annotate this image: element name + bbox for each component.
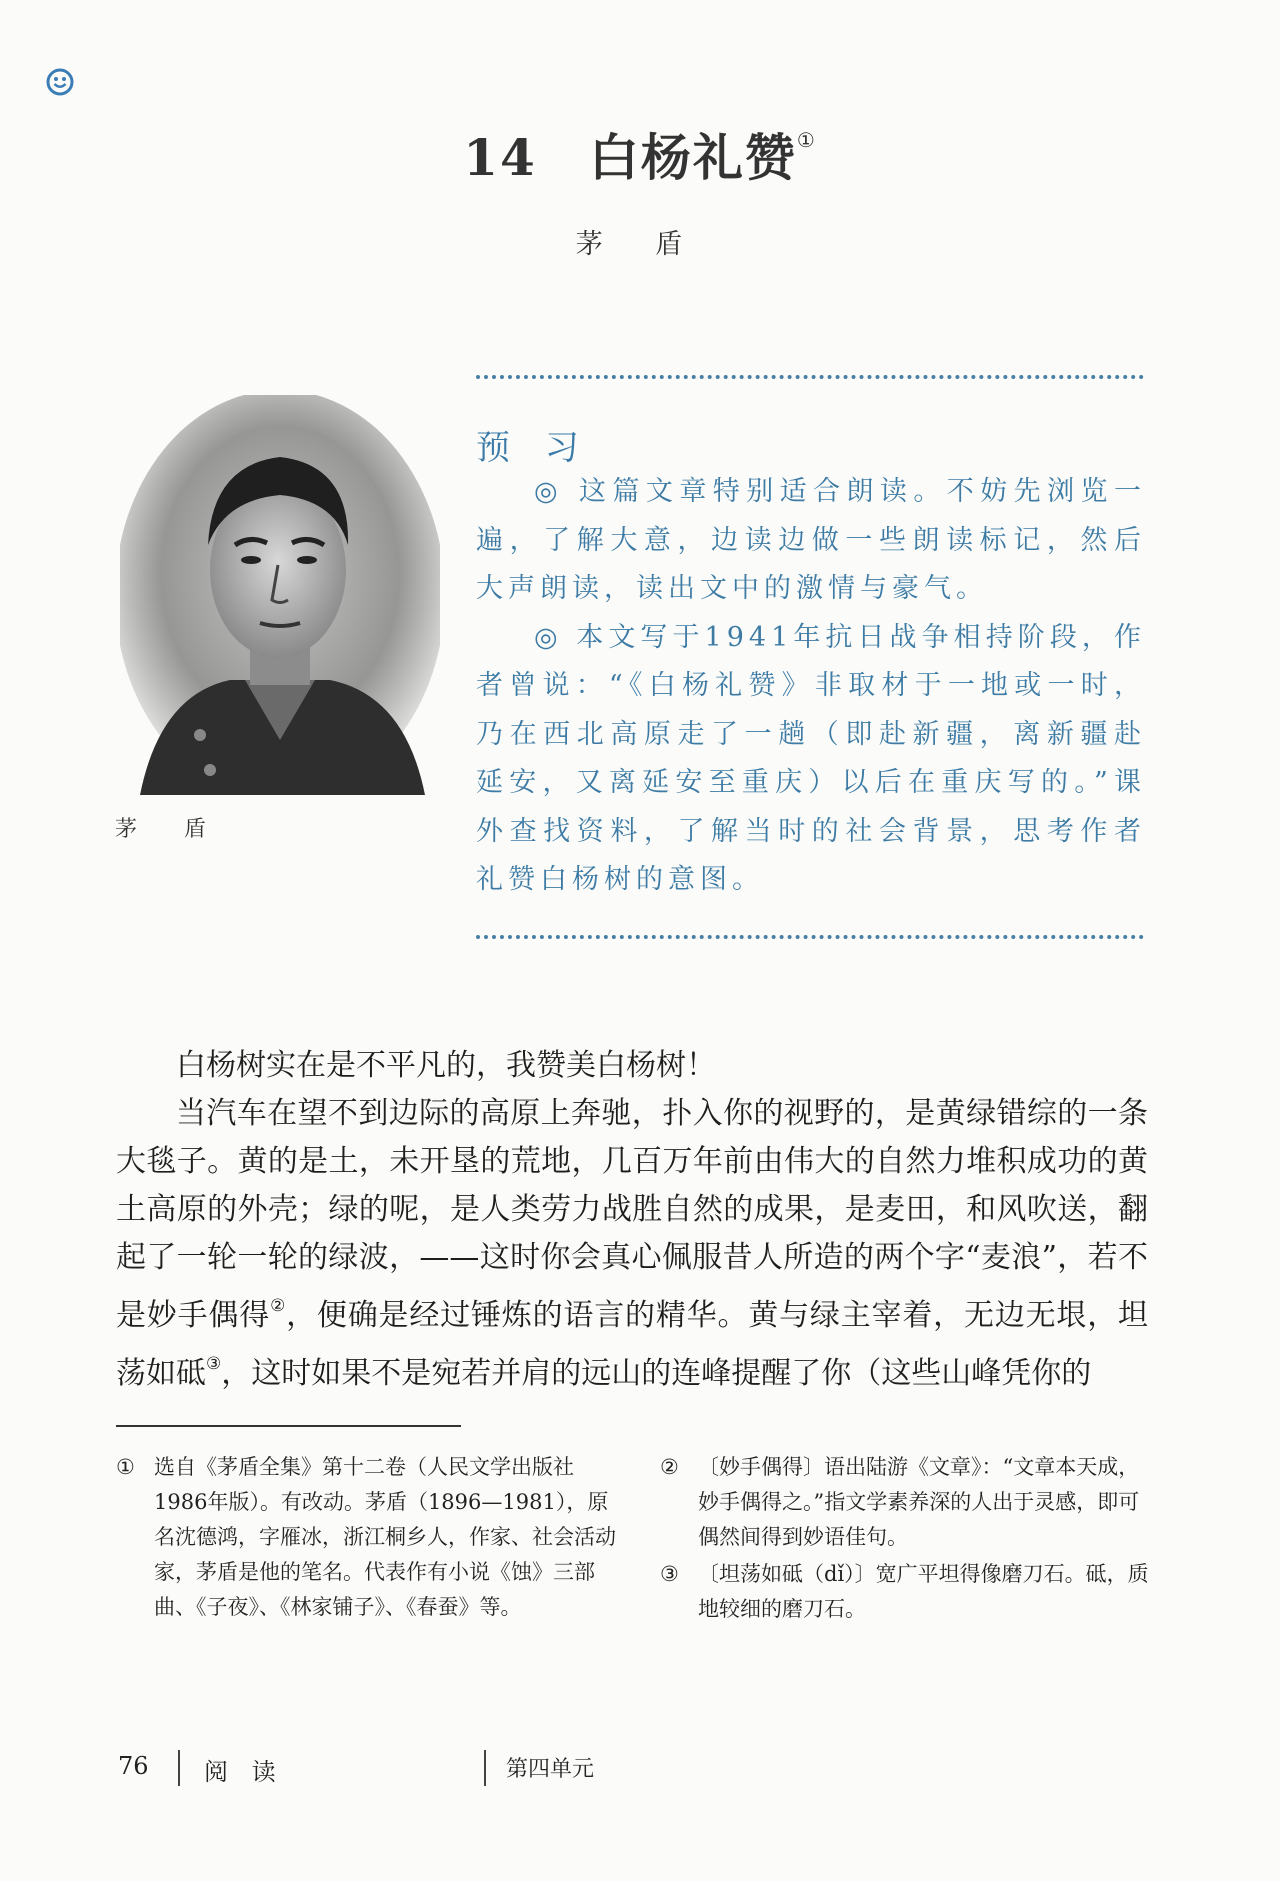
footnote-text: 〔妙手偶得〕语出陆游《文章》：“文章本天成，妙手偶得之。”指文学素养深的人出于灵感，即可偶然间得到妙语佳句。: [698, 1455, 1140, 1549]
footnote-mark: ②: [660, 1455, 679, 1479]
portrait-caption: 茅 盾: [115, 817, 226, 842]
lesson-title-text: 白杨礼赞: [588, 128, 797, 187]
footnote-text: 选自《茅盾全集》第十二卷（人民文学出版社1986年版）。有改动。茅盾（1896—1981），原名沈德鸿，字雁冰，浙江桐乡人，作家、社会活动家，茅盾是他的笔名。代表作有小说《蚀》三部曲、《子夜》、《林家铺子》、《春蚕》等。: [154, 1455, 616, 1619]
footnote-ref-3[interactable]: ③: [206, 1354, 222, 1374]
lesson-title: [0, 118, 1280, 190]
body-text-segment: 当汽车在望不到边际的高原上奔驰，扑入你的视野的，是黄绿错综的一条大毯子。黄的是土，未开垦的荒地，几百万年前由伟大的自然力堆积成功的黄土高原的外壳；绿的呢，是人类劳力战胜自然的成果，是麦田，和风吹送，翻起了一轮一轮的绿波，——这时你会真心佩服昔人所造的两个字“麦浪”，若不是妙手偶得: [116, 1096, 1148, 1333]
author-name: 茅 盾: [575, 229, 705, 260]
footnote-1: [116, 1450, 616, 1625]
preview-top-divider: [476, 375, 1144, 379]
folio-section: 阅 读: [204, 1758, 284, 1786]
footnote-mark: ③: [660, 1562, 679, 1586]
folio-unit: 第四单元: [506, 1757, 595, 1782]
footnote-divider: [116, 1425, 461, 1427]
body-paragraph-1: 白杨树实在是不平凡的，我赞美白杨树！: [176, 1048, 716, 1083]
title-footnote-mark[interactable]: ①: [796, 128, 817, 152]
body-paragraph-2: [116, 1090, 1148, 1398]
footnote-mark: ①: [116, 1455, 135, 1479]
body-text-segment: ，这时如果不是宛若并肩的远山的连峰提醒了你（这些山峰凭你的: [221, 1356, 1092, 1391]
preview-bottom-divider: [476, 935, 1144, 939]
smiley-face-icon: [46, 68, 74, 96]
folio-separator: [178, 1750, 180, 1786]
footnote-2: [660, 1450, 1155, 1555]
author-portrait: [120, 395, 440, 795]
footnote-ref-2[interactable]: ②: [270, 1296, 287, 1316]
footnotes-right-column: [660, 1450, 1155, 1629]
preview-paragraph-1: ◎ 这篇文章特别适合朗读。不妨先浏览一遍，了解大意，边读边做一些朗读标记，然后大声朗读，读出文中的激情与豪气。: [476, 476, 1146, 604]
footnote-3: [660, 1557, 1155, 1627]
folio-separator: [484, 1750, 486, 1786]
preview-heading: 预 习: [476, 428, 591, 468]
footnotes-left-column: [116, 1450, 616, 1627]
page-number: 76: [118, 1752, 149, 1780]
body-text-segment: ，便确是经过锤炼的语言的精华。黄与绿主宰着，无边无垠，坦荡如砥: [116, 1298, 1149, 1391]
lesson-number: 14: [463, 128, 537, 187]
footnote-text: 〔坦荡如砥（dǐ）〕宽广平坦得像磨刀石。砥，质地较细的磨刀石。: [698, 1562, 1149, 1621]
preview-paragraph-2: ◎ 本文写于1941年抗日战争相持阶段，作者曾说：“《白杨礼赞》非取材于一地或一时，乃在西北高原走了一趟（即赴新疆，离新疆赴延安，又离延安至重庆）以后在重庆写的。”课外查找资料，了解当时的社会背景，思考作者礼赞白杨树的意图。: [476, 621, 1146, 895]
preview-body: [476, 468, 1146, 905]
main-text: [116, 1042, 1148, 1398]
